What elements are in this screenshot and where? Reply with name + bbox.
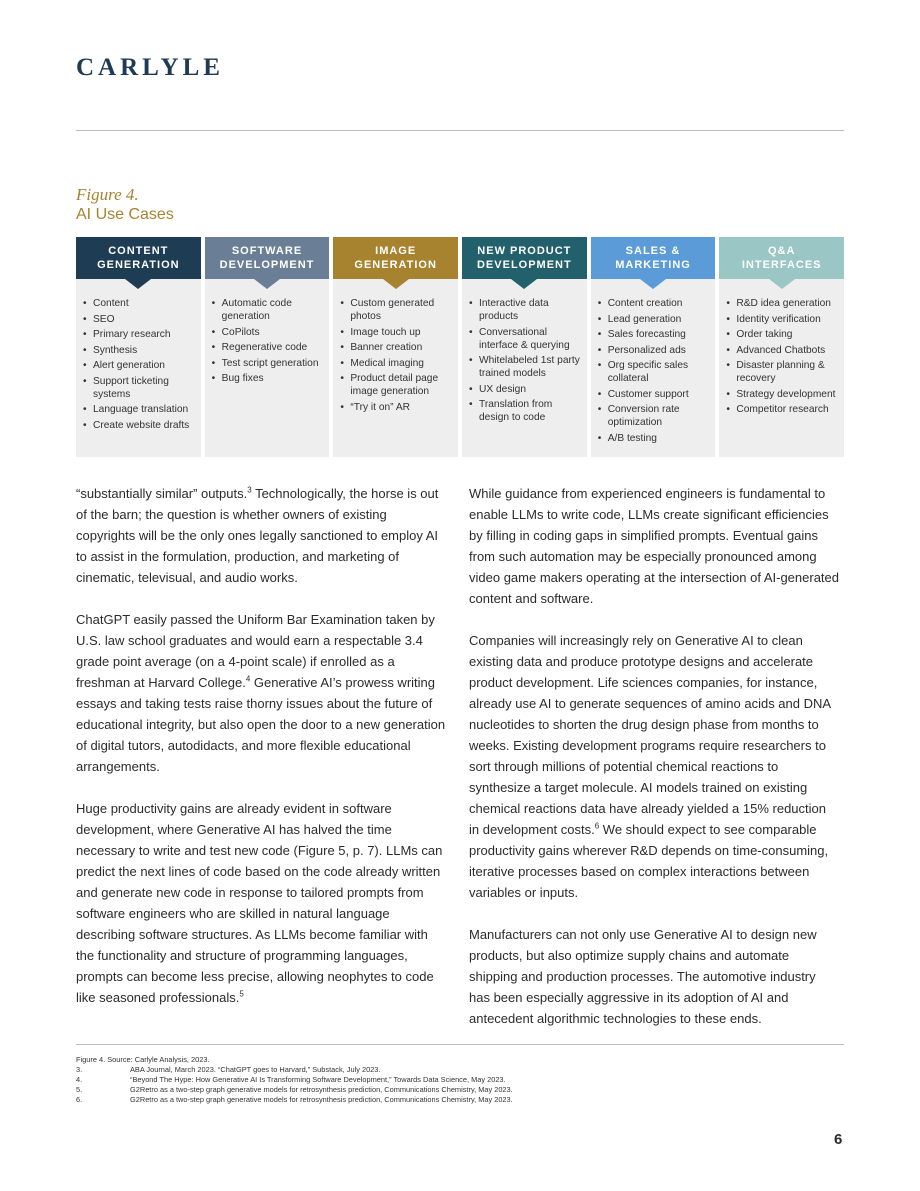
column-header: Q&A INTERFACES [719,237,844,279]
use-case-column [333,237,458,457]
use-case-item: • Medical imaging [339,357,452,370]
use-case-item: • Competitor research [725,403,838,416]
use-case-item: • Order taking [725,328,838,341]
footnote-item: 3. ABA Journal, March 2023. “ChatGPT goes to Harvard,” Substack, July 2023. [76,1065,381,1074]
use-case-item: • Lead generation [597,313,710,326]
use-case-item: • SEO [82,313,195,326]
column-header: NEW PRODUCT DEVELOPMENT [462,237,587,279]
use-case-item: • Advanced Chatbots [725,344,838,357]
footnote-ref: 5 [239,989,244,999]
body-paragraph: ChatGPT easily passed the Uniform Bar Examination taken by U.S. law school graduates and would earn a respectable 3.4 grade point average (on a 4-point scale) if enrolled as a freshman at Harvard College.$^4$ Generative AI’s prowess writing essays and taking tests raise thorny issues about the future of educational integrity, but also open the door to a new generation of digital tutors, autodidacts, and more flexible educational arrangements. [76,612,446,774]
use-case-item: • Test script generation [211,357,324,370]
body-left-column [76,483,446,1029]
use-case-item: • Image touch up [339,326,452,339]
footnote-item: 6. G2Retro as a two-step graph generative models for retrosynthesis prediction, Communications Chemistry, May 2023. [76,1095,513,1104]
body-paragraph: While guidance from experienced engineers is fundamental to enable LLMs to write code, LLMs create significant efficiencies by filling in coding gaps in simplified prompts. Eventual gains from such automation may be especially pronounced among video game makers operating at the intersection of AI-generated content and software. [469,486,839,606]
column-header: IMAGE GENERATION [333,237,458,279]
column-body [591,279,716,457]
body-paragraph: “substantially similar” outputs.$^3$ Technologically, the horse is out of the barn; the question is whether owners of existing copyrights will be the only ones legally sanctioned to employ AI to assist in the formulation, production, and marketing of cinematic, televisual, and audio works. [76,485,439,585]
use-case-item: • Interactive data products [468,297,581,323]
use-case-item: • Custom generated photos [339,297,452,323]
use-case-columns [76,237,844,457]
footnote-item: 4. “Beyond The Hype: How Generative AI Is Transforming Software Development,” Towards Data Science, May 2023. [76,1075,506,1084]
use-case-item: • Alert generation [82,359,195,372]
body-paragraph: Huge productivity gains are already evident in software development, where Generative AI has halved the time necessary to write and test new code (Figure 5, p. 7). LLMs can predict the next lines of code based on the code already written and generate new code in response to tailored prompts from software engineers who are skilled in natural language describing software structures. As LLMs become familiar with the functionality and structure of programming languages, prompts can become less precise, allowing neophytes to code like seasoned professionals.$^5$ [76,801,443,1005]
column-body [719,279,844,457]
use-case-item: • Conversion rate optimization [597,403,710,429]
figure-title: AI Use Cases [76,206,174,223]
use-case-item: • CoPilots [211,326,324,339]
column-header: CONTENT GENERATION [76,237,201,279]
figure-source: Figure 4. Source: Carlyle Analysis, 2023. [76,1055,210,1064]
body-right-column [469,483,839,1050]
use-case-item: • A/B testing [597,432,710,445]
use-case-item: • Whitelabeled 1st party trained models [468,354,581,380]
use-case-column [462,237,587,457]
use-case-item: • Translation from design to code [468,398,581,424]
column-body [462,279,587,457]
use-case-item: • Regenerative code [211,341,324,354]
use-case-column [591,237,716,457]
use-case-item: • Support ticketing systems [82,375,195,401]
use-case-item: • Primary research [82,328,195,341]
column-body [333,279,458,457]
use-case-item: • Language translation [82,403,195,416]
use-case-item: • Strategy development [725,388,838,401]
use-case-item: • Customer support [597,388,710,401]
use-case-item: • Synthesis [82,344,195,357]
use-case-item: • Conversational interface & querying [468,326,581,352]
footnote-ref: 4 [245,674,251,684]
use-case-item: • Content creation [597,297,710,310]
use-case-item: • Personalized ads [597,344,710,357]
use-case-item: • Content [82,297,195,310]
footnote-ref: 6 [594,821,600,831]
page-number: 6 [834,1131,843,1148]
use-case-item: • Banner creation [339,341,452,354]
footnotes [76,1055,844,1105]
use-case-item: • Product detail page image generation [339,372,452,398]
use-case-item: • UX design [468,383,581,396]
footnote-item: 5. G2Retro as a two-step graph generative models for retrosynthesis prediction, Communications Chemistry, May 2023. [76,1085,513,1094]
use-case-column [76,237,201,457]
use-case-item: • Sales forecasting [597,328,710,341]
column-header: SALES & MARKETING [591,237,716,279]
body-paragraph: Companies will increasingly rely on Generative AI to clean existing data and produce prototype designs and accelerate product development. Life sciences companies, for instance, already use AI to generate sequences of amino acids and DNA nucleotides to shorten the drug design phase from months to weeks. Existing development programs require researchers to sort through millions of potential chemical reactions to synthesize a target molecule. AI models trained on existing chemical reactions data have already yielded a 15% reduction in development costs.$^6$ We should expect to see comparable productivity gains wherever R&D depends on time-consuming, iterative processes based on complex interactions between variables or inputs. [469,633,831,900]
use-case-item: • Automatic code generation [211,297,324,323]
use-case-column [719,237,844,457]
top-divider [76,130,844,131]
footnote-ref: 3 [247,485,252,495]
use-case-item: • Org specific sales collateral [597,359,710,385]
footnote-divider [76,1044,844,1045]
figure-label: Figure 4. [76,185,139,204]
use-case-item: • Disaster planning & recovery [725,359,838,385]
column-body [76,279,201,457]
column-body [205,279,330,457]
carlyle-logo: CARLYLE [76,54,224,81]
use-case-item: • Identity verification [725,313,838,326]
column-header: SOFTWARE DEVELOPMENT [205,237,330,279]
use-case-item: • R&D idea generation [725,297,838,310]
use-case-item: • Create website drafts [82,419,195,432]
body-paragraph: Manufacturers can not only use Generative AI to design new products, but also optimize supply chains and automate shipping and production processes. The automotive industry has been especially aggressive in its adoption of AI and antecedent algorithmic technologies to these ends. [469,927,817,1026]
use-case-item: • Bug fixes [211,372,324,385]
use-case-column [205,237,330,457]
use-case-item: • “Try it on” AR [339,401,452,414]
